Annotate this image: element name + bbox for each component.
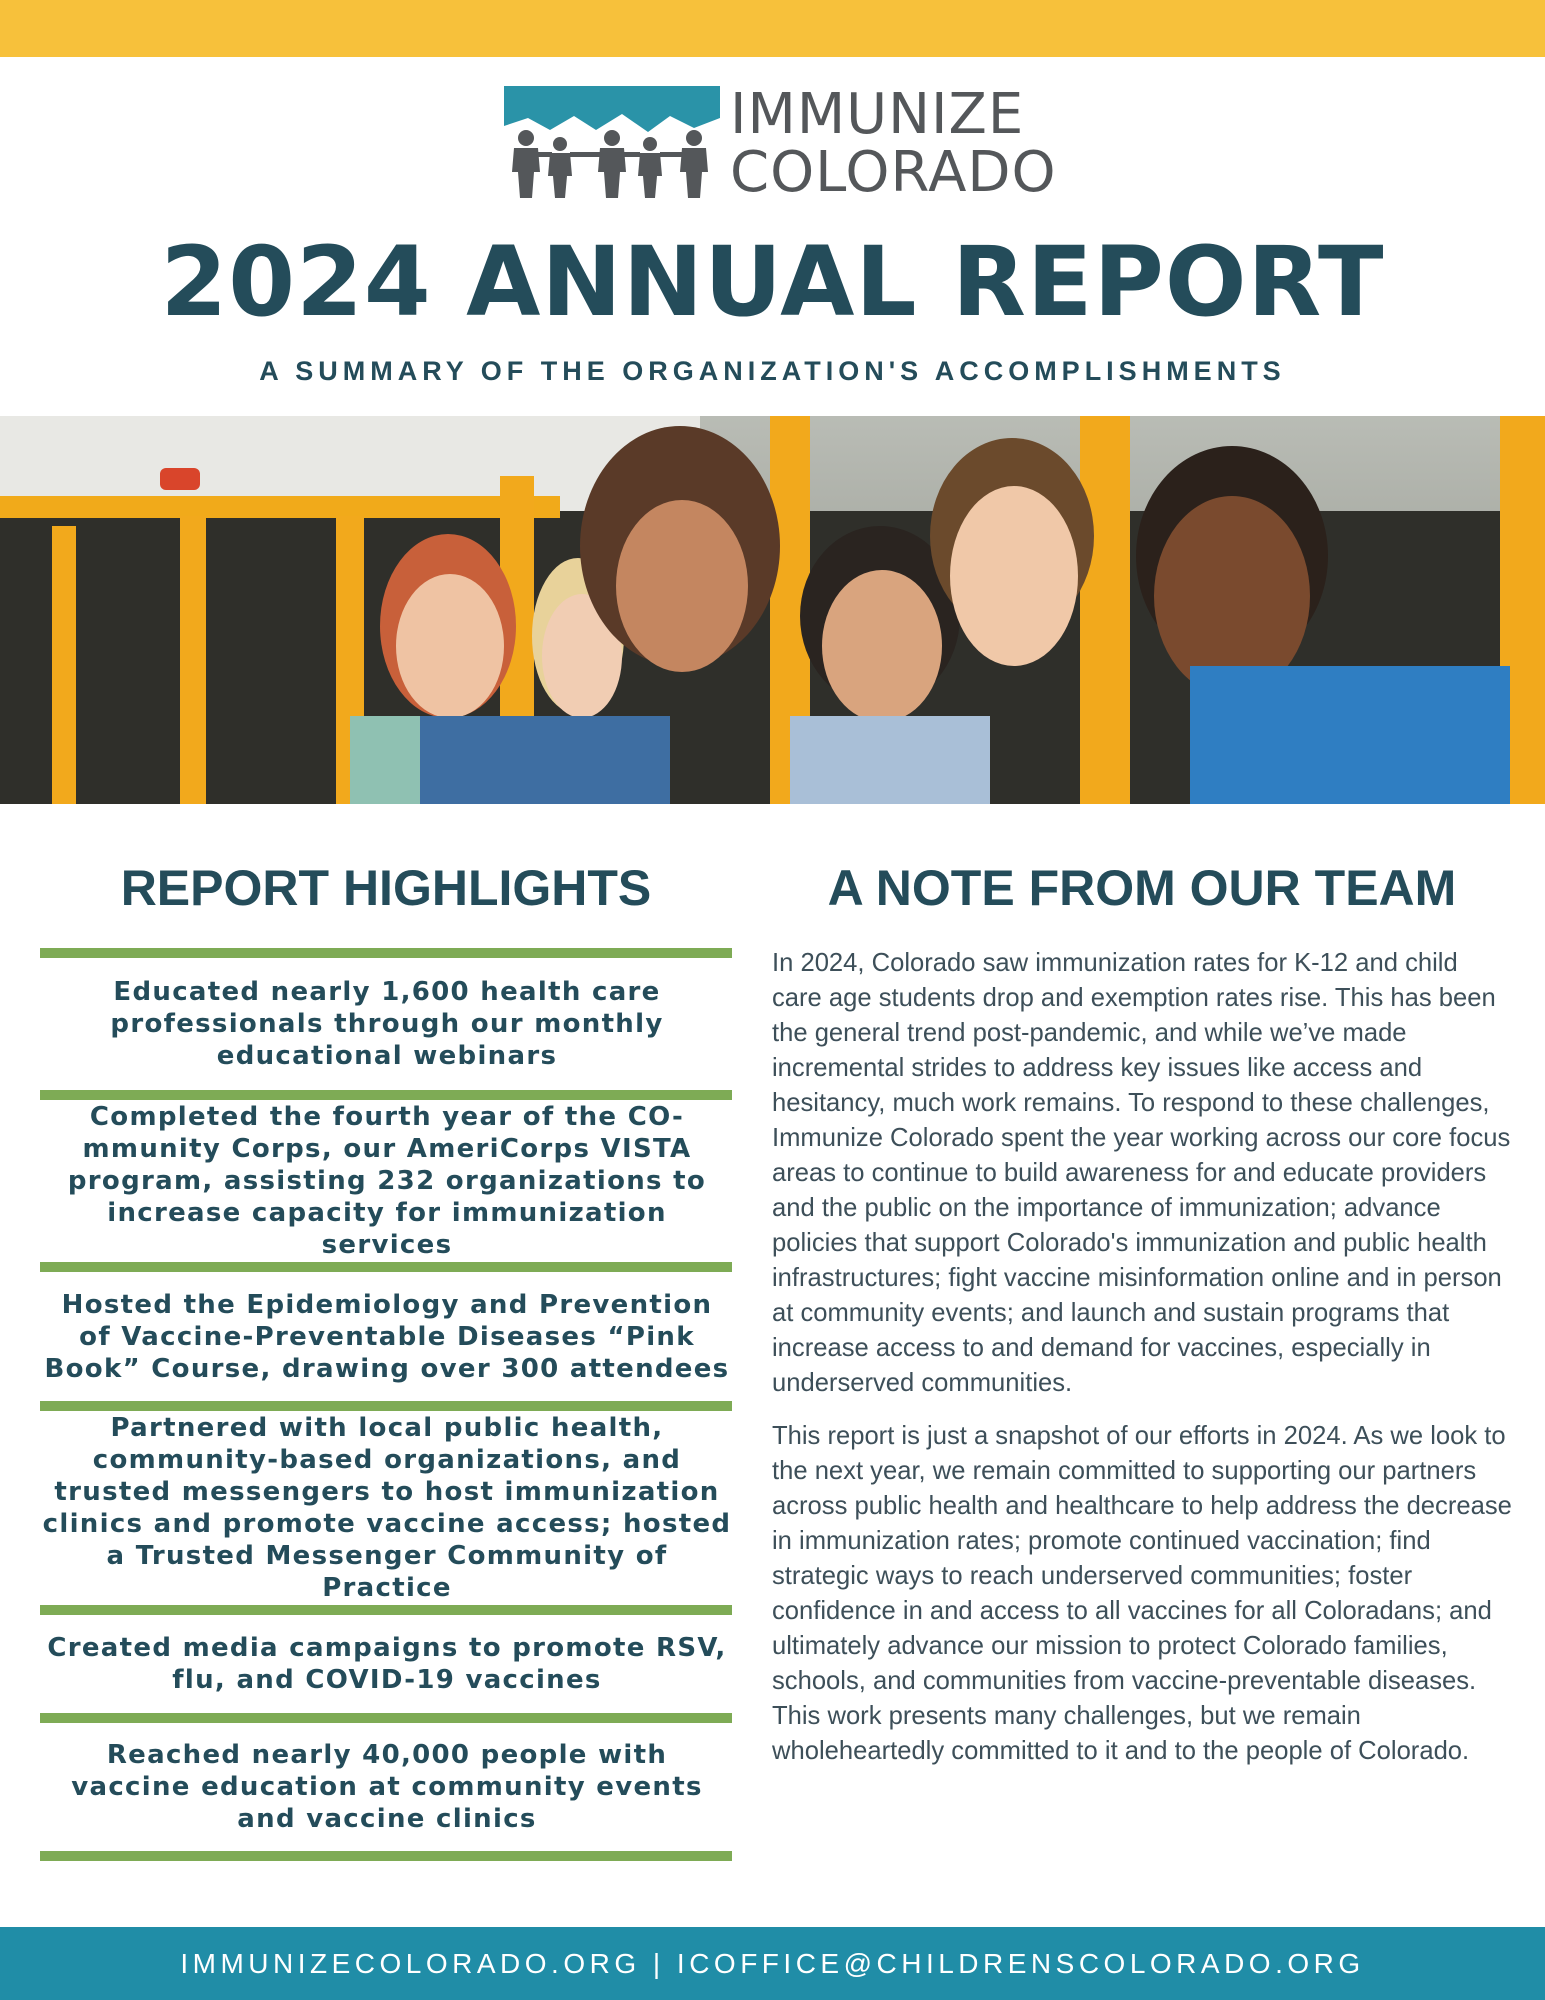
highlight-divider xyxy=(40,948,732,958)
immunize-colorado-logo xyxy=(504,82,1057,205)
highlight-item: Completed the fourth year of the CO-mmunity Corps, our AmeriCorps VISTA program, assisting 232 organizations to increase capacity for immunization services xyxy=(67,1102,707,1260)
highlight-divider xyxy=(40,1090,732,1100)
highlights-list xyxy=(40,948,734,1861)
highlight-item: Educated nearly 1,600 health care professionals through our monthly educational webinars xyxy=(110,977,664,1071)
logo-wordmark xyxy=(730,82,1057,205)
highlight-divider xyxy=(40,1713,732,1723)
footer-contact-bar xyxy=(0,1927,1545,2000)
highlights-heading: REPORT HIGHLIGHTS xyxy=(120,860,652,916)
logo-line-immunize: IMMUNIZE xyxy=(730,82,1025,147)
note-paragraph: In 2024, Colorado saw immunization rates for K-12 and child care age students drop and exemption rates rise. This has been the general trend post-pandemic, and while we’ve made incremental strides to address key issues like access and hesitancy, much work remains. To respond to these challenges, Immunize Colorado spent the year working across our core focus areas to continue to build awareness for and educate providers and the public on the importance of immunization; advance policies that support Colorado's immunization and public health infrastructures; fight vaccine misinformation online and in person at community events; and launch and sustain programs that increase access to and demand for vaccines, especially in underserved communities. xyxy=(772,949,1511,1397)
highlight-divider xyxy=(40,1851,732,1861)
highlight-item: Created media campaigns to promote RSV, flu, and COVID-19 vaccines xyxy=(47,1633,727,1695)
page-subtitle: A SUMMARY OF THE ORGANIZATION'S ACCOMPLISHMENTS xyxy=(259,356,1286,386)
highlight-item: Reached nearly 40,000 people with vaccine education at community events and vaccine clinics xyxy=(71,1740,703,1834)
highlight-item: Hosted the Epidemiology and Prevention of Vaccine-Preventable Diseases “Pink Book” Course, drawing over 300 attendees xyxy=(44,1289,730,1384)
footer-contact-text: IMMUNIZECOLORADO.ORG | ICOFFICE@CHILDRENSCOLORADO.ORG xyxy=(180,1948,1365,1979)
note-paragraph: This report is just a snapshot of our efforts in 2024. As we look to the next year, we remain committed to supporting our partners across public health and healthcare to help address the decrease in immunization rates; promote continued vaccination; find strategic ways to reach underserved communities; foster confidence in and access to all vaccines for all Coloradans; and ultimately advance our mission to protect Colorado families, schools, and communities from vaccine-preventable diseases. This work presents many challenges, but we remain wholeheartedly committed to it and to the people of Colorado. xyxy=(772,1422,1512,1765)
highlight-divider xyxy=(40,1605,732,1615)
highlight-divider xyxy=(40,1401,732,1411)
highlight-divider xyxy=(40,1262,732,1272)
hero-photo xyxy=(0,416,1545,804)
note-body xyxy=(772,946,1514,1769)
logo-mountains-people-icon xyxy=(504,86,720,202)
page-title: 2024 ANNUAL REPORT xyxy=(160,226,1385,338)
school-bus-children-photo-icon xyxy=(0,416,1545,804)
note-heading: A NOTE FROM OUR TEAM xyxy=(827,860,1457,916)
logo-line-colorado: COLORADO xyxy=(730,140,1057,205)
top-accent-bar xyxy=(0,0,1545,57)
highlight-item: Partnered with local public health, community-based organizations, and trusted messengers to host immunization clinics and promote vaccine access; hosted a Trusted Messenger Community of Practice xyxy=(42,1413,732,1603)
